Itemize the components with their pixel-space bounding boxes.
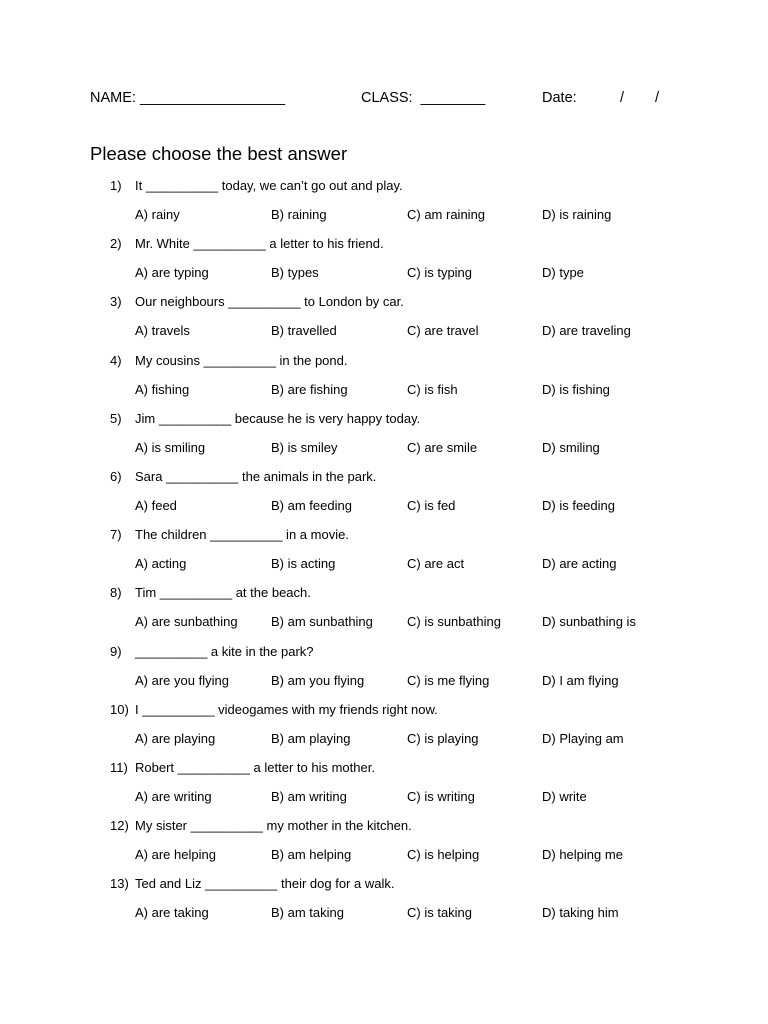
- answer-option-d: D) taking him: [542, 905, 619, 921]
- answer-option-d: D) write: [542, 788, 587, 804]
- answer-option-b: B) am sunbathing: [271, 614, 373, 630]
- question-number: 1): [110, 178, 122, 193]
- question-number: 2): [110, 236, 122, 252]
- answer-option-a: A) is smiling: [135, 439, 206, 455]
- answer-option-c: C) are travel: [407, 323, 479, 339]
- question-item: [0, 466, 768, 524]
- date-label: Date:: [542, 90, 577, 106]
- question-item: [0, 641, 768, 699]
- answer-option-b: B) raining: [271, 207, 327, 222]
- question-number: 5): [110, 410, 122, 426]
- answer-option-b: B) am helping: [271, 847, 352, 863]
- answer-option-d: D) type: [542, 265, 584, 281]
- question-text: It __________ today, we can’t go out and play.: [135, 178, 403, 193]
- answer-option-d: D) smiling: [542, 439, 600, 455]
- question-text: I __________ videogames with my friends right now.: [135, 701, 438, 717]
- answer-option-a: A) feed: [135, 497, 177, 513]
- question-list: [0, 175, 768, 931]
- question-number: 13): [110, 876, 129, 892]
- answer-option-c: C) is fish: [407, 381, 458, 397]
- question-text: __________ a kite in the park?: [135, 643, 314, 659]
- answer-option-d: D) sunbathing is: [542, 614, 636, 630]
- answer-option-b: B) travelled: [271, 323, 337, 339]
- answer-option-a: A) are you flying: [135, 672, 229, 688]
- question-text: The children __________ in a movie.: [135, 527, 349, 543]
- name-field: NAME: __________________: [90, 90, 286, 106]
- answer-option-d: D) Playing am: [542, 730, 624, 746]
- question-text: Robert __________ a letter to his mother.: [135, 759, 375, 775]
- question-text: Jim __________ because he is very happy today.: [135, 410, 421, 426]
- class-field: CLASS: ________: [361, 90, 486, 106]
- answer-option-a: A) rainy: [135, 207, 180, 222]
- question-item: [0, 233, 768, 291]
- answer-option-d: D) helping me: [542, 847, 623, 863]
- answer-option-c: C) is taking: [407, 905, 473, 921]
- answer-option-c: C) is fed: [407, 497, 456, 513]
- answer-option-b: B) am playing: [271, 730, 351, 746]
- answer-option-c: C) are act: [407, 556, 465, 572]
- answer-option-b: B) am taking: [271, 905, 344, 921]
- question-text: My sister __________ my mother in the kitchen.: [135, 818, 412, 834]
- answer-option-c: C) am raining: [407, 207, 486, 222]
- date-slash-2: /: [655, 90, 660, 106]
- answer-option-b: B) is acting: [271, 556, 336, 572]
- answer-option-a: A) travels: [135, 323, 190, 339]
- question-number: 4): [110, 352, 122, 368]
- answer-option-c: C) are smile: [407, 439, 478, 455]
- worksheet-header: [90, 90, 690, 110]
- answer-option-b: B) am you flying: [271, 672, 365, 688]
- date-slash-1: /: [620, 90, 625, 106]
- question-number: 11): [110, 759, 128, 775]
- answer-option-a: A) are taking: [135, 905, 209, 921]
- question-item: [0, 291, 768, 349]
- question-number: 12): [110, 818, 129, 834]
- answer-option-d: D) are acting: [542, 556, 617, 572]
- question-item: [0, 815, 768, 873]
- answer-option-a: A) are helping: [135, 847, 216, 863]
- question-item: [0, 175, 768, 233]
- question-number: 7): [110, 527, 122, 543]
- question-item: [0, 350, 768, 408]
- answer-option-c: C) is playing: [407, 730, 479, 746]
- question-number: 6): [110, 468, 122, 484]
- answer-option-b: B) am feeding: [271, 497, 352, 513]
- answer-option-d: D) I am flying: [542, 672, 619, 688]
- answer-option-c: C) is me flying: [407, 672, 490, 688]
- question-text: Mr. White __________ a letter to his friend.: [135, 236, 384, 252]
- answer-option-c: C) is writing: [407, 788, 475, 804]
- question-text: Ted and Liz __________ their dog for a walk.: [135, 876, 395, 892]
- answer-option-a: A) are typing: [135, 265, 209, 281]
- answer-option-b: B) am writing: [271, 788, 347, 804]
- answer-option-d: D) are traveling: [542, 323, 631, 339]
- question-item: [0, 699, 768, 757]
- answer-option-c: C) is typing: [407, 265, 473, 281]
- answer-option-a: A) are writing: [135, 788, 212, 804]
- answer-option-b: B) is smiley: [271, 439, 338, 455]
- question-item: [0, 524, 768, 582]
- question-text: Our neighbours __________ to London by car.: [135, 294, 404, 310]
- question-number: 9): [110, 643, 122, 659]
- answer-option-d: D) is raining: [542, 207, 612, 222]
- answer-option-a: A) fishing: [135, 381, 190, 397]
- question-text: Tim __________ at the beach.: [135, 585, 311, 601]
- answer-option-b: B) are fishing: [271, 381, 348, 397]
- question-item: [0, 582, 768, 640]
- answer-option-d: D) is feeding: [542, 497, 615, 513]
- answer-option-d: D) is fishing: [542, 381, 610, 397]
- answer-option-a: A) are sunbathing: [135, 614, 238, 630]
- answer-option-c: C) is helping: [407, 847, 480, 863]
- answer-option-b: B) types: [271, 265, 319, 281]
- question-item: [0, 757, 768, 815]
- page-title: Please choose the best answer: [90, 143, 348, 164]
- question-text: My cousins __________ in the pond.: [135, 352, 348, 368]
- answer-option-a: A) acting: [135, 556, 187, 572]
- question-number: 8): [110, 585, 122, 601]
- question-number: 3): [110, 294, 122, 310]
- question-item: [0, 408, 768, 466]
- answer-option-a: A) are playing: [135, 730, 216, 746]
- answer-option-c: C) is sunbathing: [407, 614, 501, 630]
- question-text: Sara __________ the animals in the park.: [135, 468, 377, 484]
- question-number: 10): [110, 701, 129, 717]
- question-item: [0, 873, 768, 931]
